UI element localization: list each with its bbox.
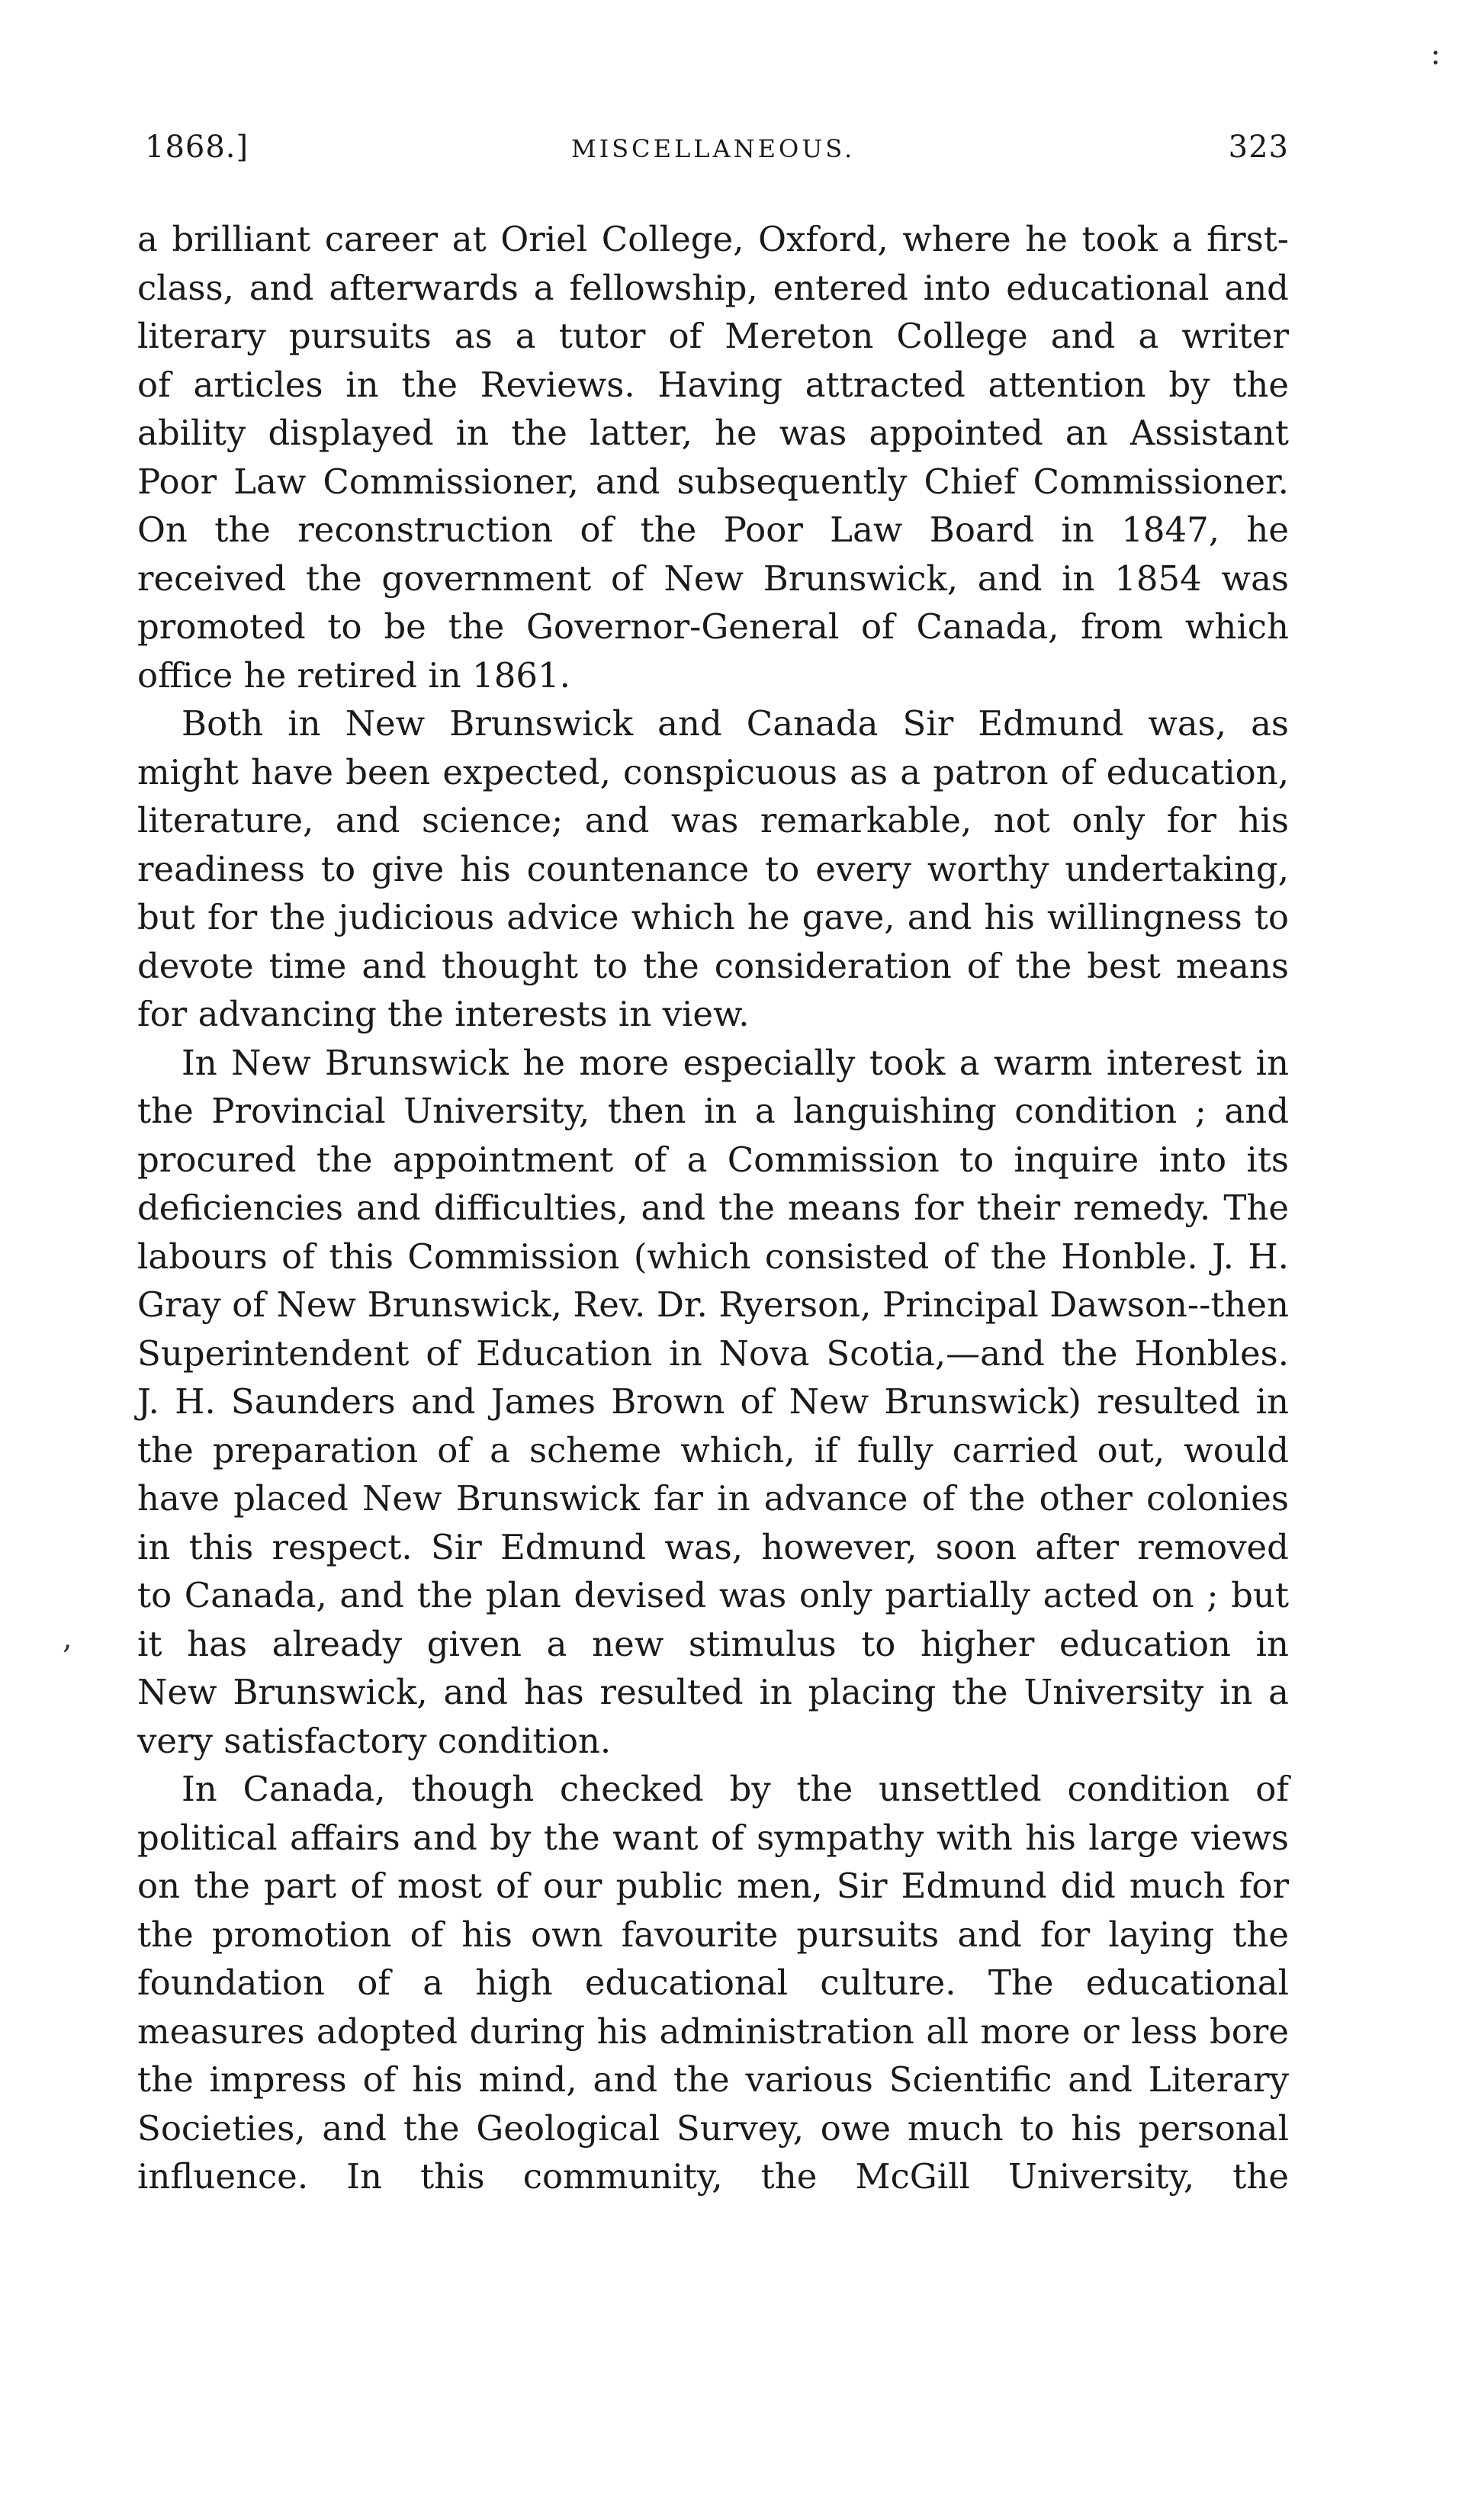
- text-line: foundation of a high educational culture. The educational: [137, 1962, 1289, 2003]
- running-head-year: 1868.]: [145, 130, 249, 165]
- text-line: literature, and science; and was remarkable, not only for his: [137, 800, 1289, 841]
- running-head: [137, 130, 1289, 183]
- paragraph: [137, 215, 1289, 699]
- text-line: in this respect. Sir Edmund was, however, soon after removed: [137, 1526, 1289, 1567]
- text-line: but for the judicious advice which he gave, and his willingness to: [137, 897, 1289, 937]
- text-line: the preparation of a scheme which, if fully carried out, would: [137, 1429, 1289, 1471]
- text-line: it has already given a new stimulus to higher education in: [137, 1623, 1289, 1664]
- paragraph: [137, 1039, 1289, 1766]
- text-line: political affairs and by the want of sympathy with his large views: [137, 1817, 1289, 1858]
- text-line: labours of this Commission (which consisted of the Honble. J. H.: [137, 1236, 1289, 1277]
- page-number: 323: [1228, 130, 1289, 165]
- paragraph: [137, 1765, 1289, 2201]
- text-line: ability displayed in the latter, he was appointed an Assistant: [137, 413, 1289, 453]
- text-line: Superintendent of Education in Nova Scotia,—and the Honbles.: [137, 1332, 1289, 1374]
- text-line: Poor Law Commissioner, and subsequently Chief Commissioner.: [137, 461, 1289, 502]
- text-line: very satisfactory condition.: [137, 1720, 612, 1761]
- text-line: influence. In this community, the McGill University, the: [137, 2156, 1289, 2197]
- text-line: of articles in the Reviews. Having attracted attention by the: [137, 364, 1289, 405]
- text-line: On the reconstruction of the Poor Law Board in 1847, he: [137, 509, 1289, 550]
- text-line: class, and afterwards a fellowship, entered into educational and: [137, 267, 1289, 308]
- text-line: the promotion of his own favourite pursuits and for laying the: [137, 1914, 1289, 1955]
- paragraph: [137, 699, 1289, 1039]
- text-line: devote time and thought to the consideration of the best means: [137, 945, 1289, 986]
- margin-mark: :: [1430, 37, 1441, 72]
- text-line: Gray of New Brunswick, Rev. Dr. Ryerson, Principal Dawson--then: [137, 1284, 1289, 1325]
- text-line: deficiencies and difficulties, and the means for their remedy. The: [137, 1188, 1289, 1228]
- text-line: In Canada, though checked by the unsettled condition of: [182, 1769, 1289, 1809]
- text-line: received the government of New Brunswick, and in 1854 was: [137, 558, 1289, 599]
- text-line: promoted to be the Governor-General of Canada, from which: [137, 606, 1289, 647]
- book-page: [137, 130, 1289, 2201]
- text-line: literary pursuits as a tutor of Mereton College and a writer: [137, 316, 1289, 356]
- text-line: Societies, and the Geological Survey, owe much to his personal: [137, 2107, 1289, 2149]
- text-line: In New Brunswick he more especially took a warm interest in: [182, 1042, 1289, 1083]
- text-line: readiness to give his countenance to every worthy undertaking,: [137, 848, 1289, 889]
- text-line: measures adopted during his administration all more or less bore: [137, 2011, 1289, 2052]
- text-line: Both in New Brunswick and Canada Sir Edmund was, as: [182, 703, 1289, 744]
- text-line: might have been expected, conspicuous as a patron of education,: [137, 751, 1289, 792]
- text-line: New Brunswick, and has resulted in placing the University in a: [137, 1672, 1289, 1712]
- text-line: to Canada, and the plan devised was only partially acted on ; but: [137, 1575, 1289, 1615]
- text-line: the Provincial University, then in a languishing condition ; and: [137, 1091, 1289, 1131]
- text-line: on the part of most of our public men, Sir Edmund did much for: [137, 1866, 1289, 1906]
- margin-mark: ,: [63, 1621, 72, 1656]
- text-line: the impress of his mind, and the various Scientific and Literary: [137, 2059, 1289, 2100]
- text-line: a brilliant career at Oriel College, Oxford, where he took a first-: [137, 219, 1289, 259]
- text-line: J. H. Saunders and James Brown of New Brunswick) resulted in: [137, 1381, 1289, 1422]
- text-line: for advancing the interests in view.: [137, 994, 750, 1034]
- body-text: [137, 215, 1289, 2201]
- running-head-title: MISCELLANEOUS.: [570, 134, 856, 163]
- text-line: have placed New Brunswick far in advance of the other colonies: [137, 1478, 1289, 1519]
- text-line: procured the appointment of a Commission to inquire into its: [137, 1139, 1289, 1180]
- text-line: office he retired in 1861.: [137, 654, 570, 696]
